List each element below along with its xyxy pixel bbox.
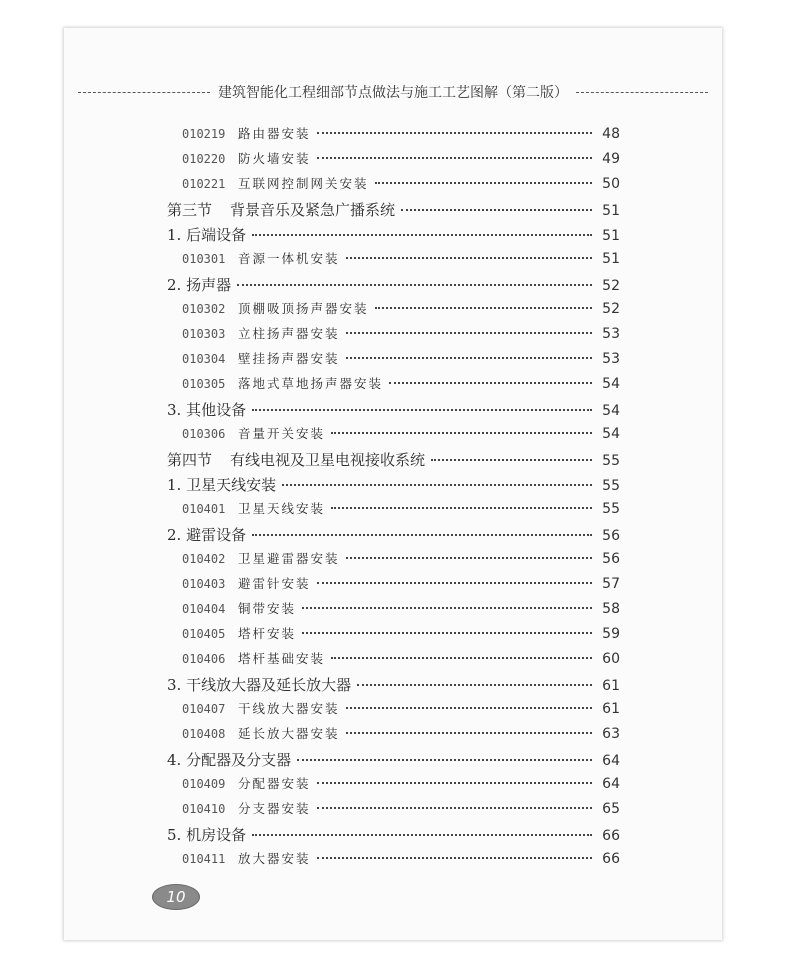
toc-item-label: 路由器安装 xyxy=(238,126,311,141)
toc-item[interactable] xyxy=(182,174,620,198)
dot-leader xyxy=(346,332,592,334)
dot-leader xyxy=(282,484,592,486)
toc-page-number: 53 xyxy=(602,351,620,367)
toc-page-number: 66 xyxy=(602,851,620,867)
toc-item[interactable] xyxy=(182,324,620,348)
dot-leader xyxy=(357,684,592,686)
toc-item-label: 音源一体机安装 xyxy=(238,251,340,266)
toc-page-number: 52 xyxy=(602,301,620,317)
dot-leader xyxy=(317,582,592,584)
dot-leader xyxy=(317,807,592,809)
toc-item-code: 010409 xyxy=(182,777,226,791)
toc-item-label: 分支器安装 xyxy=(238,801,311,816)
toc-item-label: 延长放大器安装 xyxy=(238,726,340,741)
dot-leader xyxy=(252,409,592,411)
toc-item-code: 010403 xyxy=(182,577,226,591)
toc-page-number: 54 xyxy=(602,426,620,442)
running-header xyxy=(78,82,708,102)
toc-item[interactable] xyxy=(182,124,620,148)
dot-leader xyxy=(302,607,592,609)
dot-leader xyxy=(375,182,592,184)
toc-sub-label: 5. 机房设备 xyxy=(167,826,247,844)
toc-page-number: 55 xyxy=(602,478,620,494)
toc-item-code: 010401 xyxy=(182,502,226,516)
toc-item[interactable] xyxy=(182,374,620,398)
toc-item[interactable] xyxy=(182,299,620,323)
dot-leader xyxy=(346,357,592,359)
page-number-badge: 10 xyxy=(152,884,200,910)
toc-section[interactable] xyxy=(167,199,620,223)
toc-section-label: 背景音乐及紧急广播系统 xyxy=(230,201,396,219)
toc-section[interactable] xyxy=(167,449,620,473)
dot-leader xyxy=(297,759,592,761)
toc-page-number: 61 xyxy=(602,701,620,717)
toc-item[interactable] xyxy=(182,599,620,623)
toc-page-number: 51 xyxy=(602,251,620,267)
toc-page-number: 59 xyxy=(602,626,620,642)
dot-leader xyxy=(346,557,592,559)
dot-leader xyxy=(252,534,592,536)
toc-item-label: 卫星天线安装 xyxy=(238,501,326,516)
toc-item-code: 010402 xyxy=(182,552,226,566)
toc-item-label: 塔杆安装 xyxy=(238,626,297,641)
toc-item[interactable] xyxy=(182,624,620,648)
toc-sub-label: 1. 后端设备 xyxy=(167,226,247,244)
toc-item-code: 010220 xyxy=(182,152,226,166)
dot-leader xyxy=(331,657,592,659)
toc-page-number: 65 xyxy=(602,801,620,817)
toc-item-label: 铜带安装 xyxy=(238,601,297,616)
toc-page-number: 56 xyxy=(602,528,620,544)
toc-item[interactable] xyxy=(182,799,620,823)
toc-sub[interactable] xyxy=(167,674,620,698)
toc-item[interactable] xyxy=(182,349,620,373)
toc-item-code: 010219 xyxy=(182,127,226,141)
toc-sub[interactable] xyxy=(167,824,620,848)
dot-leader xyxy=(317,782,592,784)
toc-sub-label: 4. 分配器及分支器 xyxy=(167,751,292,769)
toc-item[interactable] xyxy=(182,849,620,873)
toc-item-code: 010407 xyxy=(182,702,226,716)
toc-page-number: 63 xyxy=(602,726,620,742)
toc-page-number: 56 xyxy=(602,551,620,567)
toc-page-number: 51 xyxy=(602,203,620,219)
toc-item-label: 卫星避雷器安装 xyxy=(238,551,340,566)
dot-leader xyxy=(331,432,592,434)
toc-item-label: 避雷针安装 xyxy=(238,576,311,591)
header-rule-right xyxy=(576,92,708,93)
toc-page-number: 64 xyxy=(602,776,620,792)
dot-leader xyxy=(252,834,592,836)
toc-section-number: 第三节 xyxy=(167,201,213,219)
dot-leader xyxy=(431,459,592,461)
toc-sub-label: 3. 干线放大器及延长放大器 xyxy=(167,676,352,694)
toc-page-number: 55 xyxy=(602,453,620,469)
toc-page-number: 57 xyxy=(602,576,620,592)
toc-page-number: 53 xyxy=(602,326,620,342)
toc-item-label: 放大器安装 xyxy=(238,851,311,866)
header-rule-left xyxy=(78,92,210,93)
toc-item[interactable] xyxy=(182,249,620,273)
toc-item-label: 落地式草地扬声器安装 xyxy=(238,376,384,391)
toc-sub[interactable] xyxy=(167,399,620,423)
dot-leader xyxy=(401,209,592,211)
toc-item[interactable] xyxy=(182,724,620,748)
toc-sub-label: 1. 卫星天线安装 xyxy=(167,476,277,494)
dot-leader xyxy=(317,857,592,859)
toc-page-number: 66 xyxy=(602,828,620,844)
toc-item-label: 干线放大器安装 xyxy=(238,701,340,716)
toc-item-label: 分配器安装 xyxy=(238,776,311,791)
toc-sub-label: 3. 其他设备 xyxy=(167,401,247,419)
toc-item-label: 立柱扬声器安装 xyxy=(238,326,340,341)
toc-sub[interactable] xyxy=(167,274,620,298)
toc-item-code: 010404 xyxy=(182,602,226,616)
toc-page-number: 55 xyxy=(602,501,620,517)
toc-item[interactable] xyxy=(182,549,620,573)
toc-item-code: 010408 xyxy=(182,727,226,741)
toc-item[interactable] xyxy=(182,424,620,448)
book-page xyxy=(64,28,722,940)
toc-item-code: 010301 xyxy=(182,252,226,266)
toc-item-code: 010411 xyxy=(182,852,226,866)
toc-section-label: 有线电视及卫星电视接收系统 xyxy=(230,451,426,469)
toc-page-number: 64 xyxy=(602,753,620,769)
toc-item-code: 010410 xyxy=(182,802,226,816)
toc-item-code: 010305 xyxy=(182,377,226,391)
toc-item[interactable] xyxy=(182,649,620,673)
dot-leader xyxy=(317,132,592,134)
book-title: 建筑智能化工程细部节点做法与施工工艺图解（第二版） xyxy=(218,85,568,101)
toc-item[interactable] xyxy=(182,499,620,523)
toc-page-number: 50 xyxy=(602,176,620,192)
toc-item-label: 塔杆基础安装 xyxy=(238,651,326,666)
dot-leader xyxy=(375,307,592,309)
toc-sub[interactable] xyxy=(167,749,620,773)
toc-item-code: 010406 xyxy=(182,652,226,666)
toc-page-number: 49 xyxy=(602,151,620,167)
toc-page-number: 52 xyxy=(602,278,620,294)
toc-page-number: 58 xyxy=(602,601,620,617)
toc-item[interactable] xyxy=(182,574,620,598)
toc-item[interactable] xyxy=(182,699,620,723)
toc-item[interactable] xyxy=(182,774,620,798)
toc-item-code: 010405 xyxy=(182,627,226,641)
dot-leader xyxy=(346,732,592,734)
toc-page-number: 54 xyxy=(602,403,620,419)
toc-item[interactable] xyxy=(182,149,620,173)
toc-item-code: 010306 xyxy=(182,427,226,441)
toc-item-label: 音量开关安装 xyxy=(238,426,326,441)
toc-item-label: 壁挂扬声器安装 xyxy=(238,351,340,366)
toc-sub[interactable] xyxy=(167,474,620,498)
toc-page-number: 51 xyxy=(602,228,620,244)
toc-page-number: 60 xyxy=(602,651,620,667)
dot-leader xyxy=(346,257,592,259)
dot-leader xyxy=(237,284,592,286)
toc-sub[interactable] xyxy=(167,224,620,248)
dot-leader xyxy=(331,507,592,509)
toc-item-code: 010303 xyxy=(182,327,226,341)
toc-item-label: 互联网控制网关安装 xyxy=(238,176,369,191)
toc-sub-label: 2. 避雷设备 xyxy=(167,526,247,544)
toc-page-number: 54 xyxy=(602,376,620,392)
toc-item-code: 010304 xyxy=(182,352,226,366)
toc-item-code: 010221 xyxy=(182,177,226,191)
dot-leader xyxy=(252,234,592,236)
dot-leader xyxy=(302,632,592,634)
dot-leader xyxy=(346,707,592,709)
toc-item-label: 防火墙安装 xyxy=(238,151,311,166)
toc-page-number: 61 xyxy=(602,678,620,694)
toc-sub-label: 2. 扬声器 xyxy=(167,276,232,294)
toc-item-label: 顶棚吸顶扬声器安装 xyxy=(238,301,369,316)
dot-leader xyxy=(317,157,592,159)
dot-leader xyxy=(389,382,592,384)
toc-page-number: 48 xyxy=(602,126,620,142)
toc-section-number: 第四节 xyxy=(167,451,213,469)
toc-item-code: 010302 xyxy=(182,302,226,316)
toc-sub[interactable] xyxy=(167,524,620,548)
